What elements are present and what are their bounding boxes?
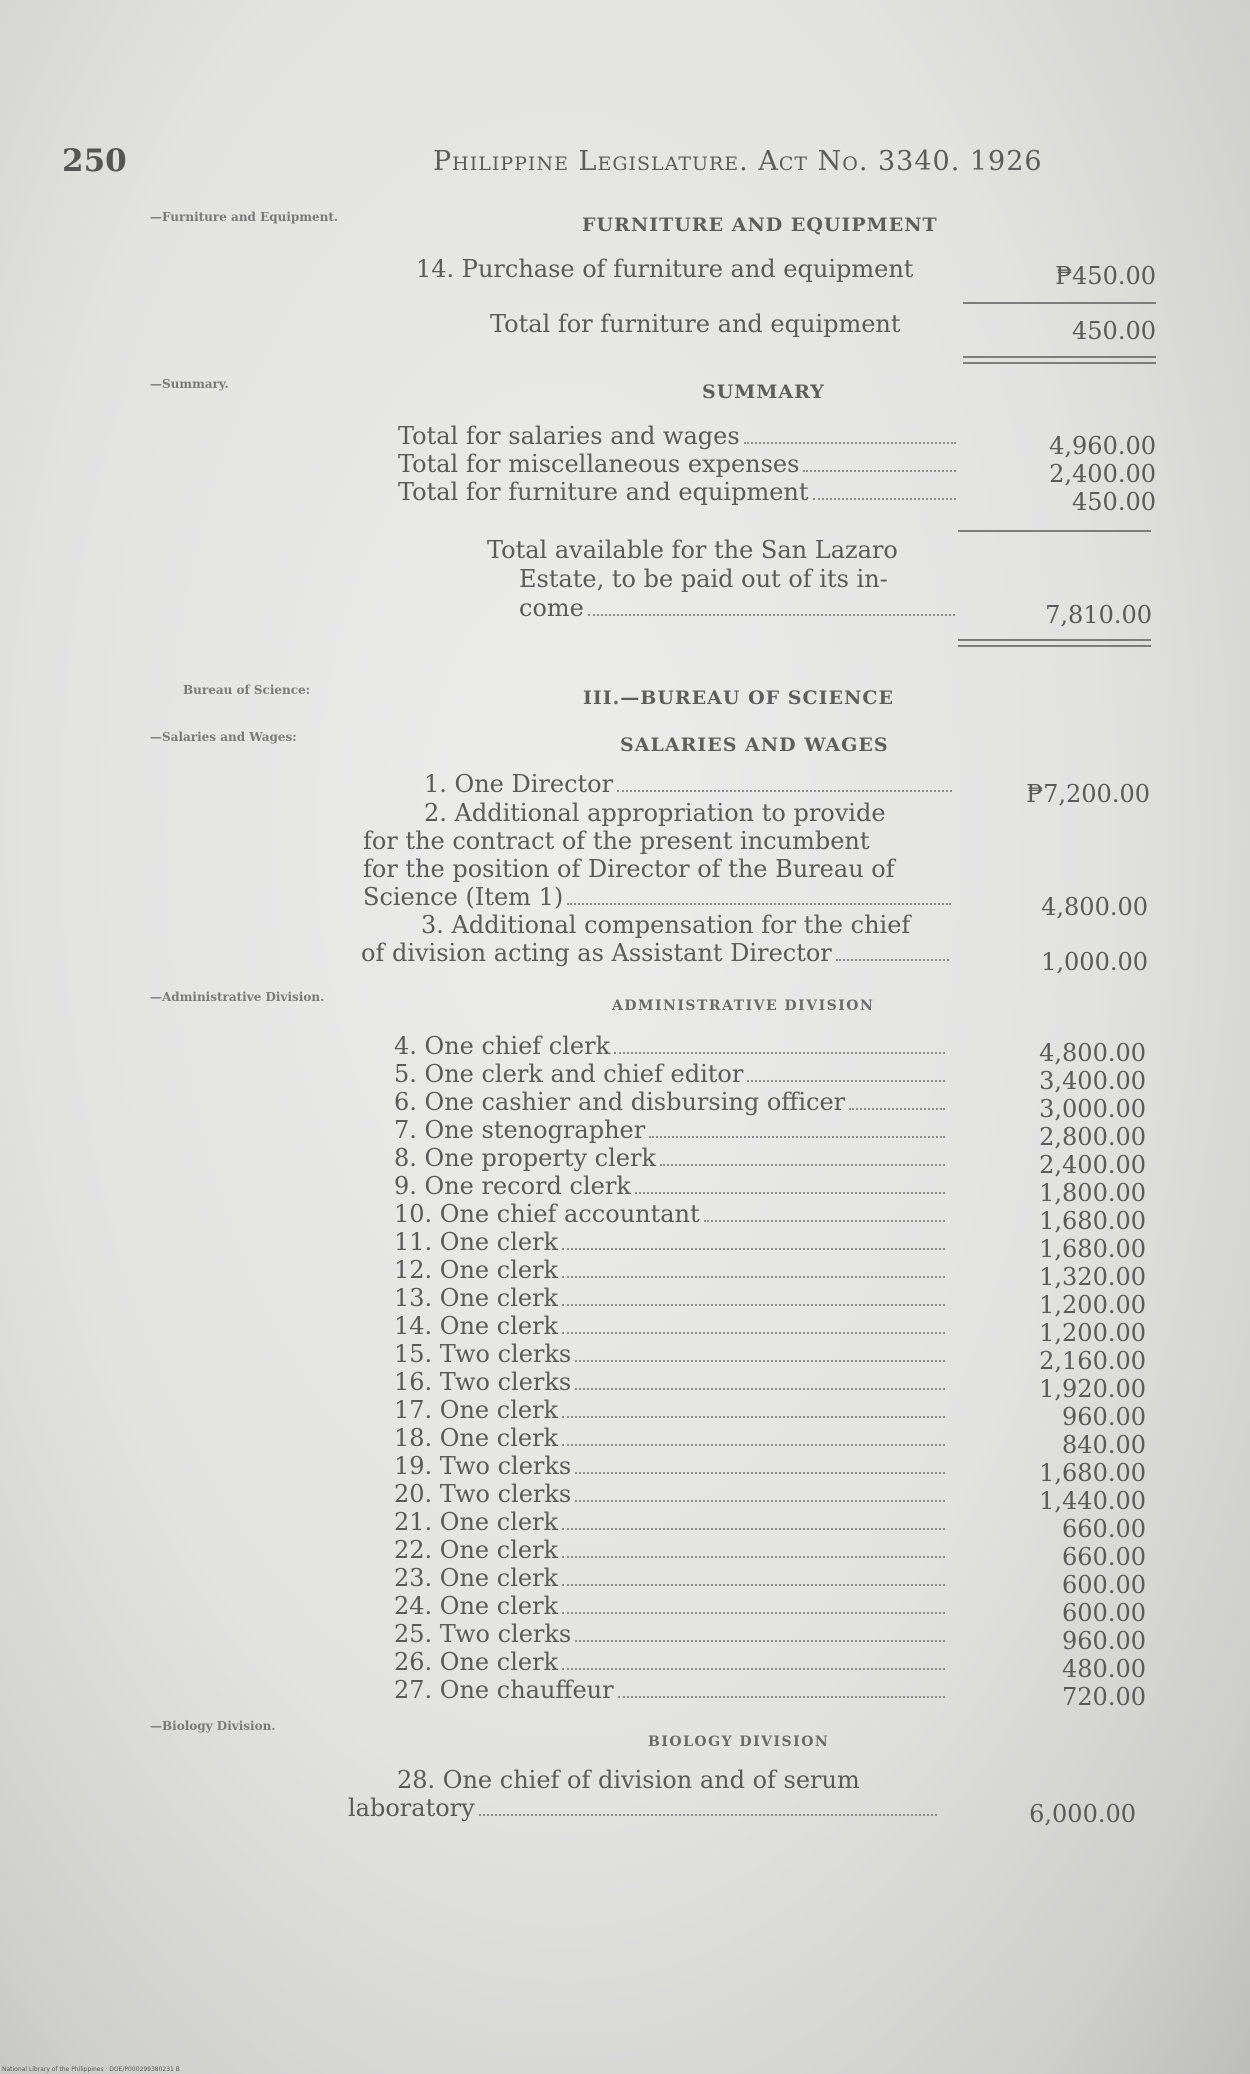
leader-dots (575, 1500, 945, 1502)
bureau-item-2-line4 (363, 883, 955, 911)
admin-item-label: 11. One clerk (394, 1228, 559, 1256)
admin-item-label: 22. One clerk (394, 1536, 559, 1564)
margin-note-salaries: —Salaries and Wages: (150, 730, 297, 744)
bureau-item-2-amount: 4,800.00 (1041, 893, 1148, 921)
leader-dots (744, 442, 956, 444)
summary-amount-misc: 2,400.00 (1049, 460, 1156, 488)
admin-item-amount: 1,680.00 (1039, 1235, 1146, 1263)
bureau-item-1-amount: ₱7,200.00 (1026, 780, 1150, 808)
admin-item-label: 25. Two clerks (394, 1620, 572, 1648)
list-item (394, 1508, 949, 1536)
bureau-item-2-line2: for the contract of the present incumbent (363, 827, 870, 855)
list-item (394, 1424, 949, 1452)
furniture-total-label: Total for furniture and equipment (490, 310, 901, 338)
leader-dots (836, 959, 949, 961)
admin-item-amount: 1,200.00 (1039, 1291, 1146, 1319)
admin-item-amount: 3,400.00 (1039, 1067, 1146, 1095)
bureau-item-1 (424, 770, 956, 798)
admin-item-label: 16. Two clerks (394, 1368, 572, 1396)
list-item (394, 1536, 949, 1564)
admin-heading: ADMINISTRATIVE DIVISION (612, 998, 875, 1014)
admin-item-label: 6. One cashier and disbursing officer (394, 1088, 846, 1116)
grand-total-row (519, 594, 959, 622)
list-item (394, 1172, 949, 1200)
leader-dots (562, 1248, 945, 1250)
list-item (394, 1648, 949, 1676)
admin-item-label: 26. One clerk (394, 1648, 559, 1676)
admin-item-label: 24. One clerk (394, 1592, 559, 1620)
admin-item-label: 20. Two clerks (394, 1480, 572, 1508)
admin-item-label: 8. One property clerk (394, 1144, 656, 1172)
list-item (394, 1480, 949, 1508)
admin-item-amount: 1,920.00 (1039, 1375, 1146, 1403)
leader-dots (562, 1668, 945, 1670)
furniture-item-14-amount: ₱450.00 (1055, 262, 1156, 290)
leader-dots (562, 1304, 945, 1306)
admin-item-amount: 2,800.00 (1039, 1123, 1146, 1151)
biology-heading: BIOLOGY DIVISION (648, 1734, 830, 1750)
leader-dots (649, 1136, 945, 1138)
admin-item-amount: 720.00 (1062, 1683, 1146, 1711)
margin-note-bureau: Bureau of Science: (183, 683, 311, 697)
admin-item-label: 21. One clerk (394, 1508, 559, 1536)
biology-item-28-label: laboratory (348, 1794, 475, 1822)
margin-note-furniture: —Furniture and Equipment. (150, 210, 339, 224)
admin-item-amount: 1,680.00 (1039, 1207, 1146, 1235)
leader-dots (567, 903, 951, 905)
admin-item-label: 27. One chauffeur (394, 1676, 614, 1704)
leader-dots (575, 1388, 945, 1390)
admin-item-amount: 2,160.00 (1039, 1347, 1146, 1375)
furniture-item-14: 14. Purchase of furniture and equipment (416, 255, 914, 283)
leader-dots (813, 498, 956, 500)
bureau-item-1-row (424, 770, 956, 798)
biology-item-28-row (348, 1794, 941, 1822)
admin-item-label: 12. One clerk (394, 1256, 559, 1284)
list-item (394, 1200, 949, 1228)
leader-dots (562, 1444, 945, 1446)
list-item (394, 1592, 949, 1620)
leader-dots (562, 1584, 945, 1586)
double-rule-top (963, 356, 1156, 358)
admin-item-amount: 660.00 (1062, 1515, 1146, 1543)
salaries-heading: SALARIES AND WAGES (620, 734, 889, 756)
leader-dots (803, 470, 956, 472)
bureau-item-2-label: Science (Item 1) (363, 883, 564, 911)
leader-dots (614, 1052, 945, 1054)
admin-item-label: 14. One clerk (394, 1312, 559, 1340)
list-item (394, 1368, 949, 1396)
admin-items-list (394, 1032, 949, 1704)
list-item (394, 1144, 949, 1172)
admin-item-label: 7. One stenographer (394, 1116, 646, 1144)
leader-dots (617, 790, 952, 792)
leader-dots (618, 1696, 945, 1698)
list-item (394, 1564, 949, 1592)
grand-total-amount: 7,810.00 (1045, 601, 1152, 629)
admin-item-amount: 1,320.00 (1039, 1263, 1146, 1291)
grand-total-line1: Total available for the San Lazaro (487, 536, 898, 564)
admin-item-amount: 600.00 (1062, 1571, 1146, 1599)
admin-item-amount: 1,440.00 (1039, 1487, 1146, 1515)
margin-note-summary: —Summary. (150, 377, 229, 391)
leader-dots (635, 1192, 945, 1194)
admin-item-label: 13. One clerk (394, 1284, 559, 1312)
admin-amounts-column (966, 1039, 1146, 1711)
admin-item-label: 19. Two clerks (394, 1452, 572, 1480)
list-item (394, 1060, 949, 1088)
list-item (394, 1228, 949, 1256)
admin-item-amount: 660.00 (1062, 1543, 1146, 1571)
grand-total-label: come (519, 594, 584, 622)
bureau-heading: III.—BUREAU OF SCIENCE (583, 687, 894, 709)
admin-item-label: 9. One record clerk (394, 1172, 631, 1200)
admin-item-amount: 2,400.00 (1039, 1151, 1146, 1179)
grand-total-line3 (519, 594, 959, 622)
leader-dots (562, 1276, 945, 1278)
leader-dots (660, 1164, 945, 1166)
bureau-item-1-label: 1. One Director (424, 770, 614, 798)
bureau-item-2-row (363, 883, 955, 911)
leader-dots (747, 1080, 945, 1082)
rule (963, 302, 1156, 304)
margin-note-admin: —Administrative Division. (150, 990, 325, 1004)
furniture-total-amount: 450.00 (1072, 317, 1156, 345)
margin-note-biology: —Biology Division. (150, 1719, 276, 1733)
leader-dots (562, 1612, 945, 1614)
leader-dots (575, 1360, 945, 1362)
admin-item-amount: 1,200.00 (1039, 1319, 1146, 1347)
summary-row-salaries (398, 422, 960, 450)
running-head: Philippine Legislature. Act No. 3340. 1926 (433, 146, 1043, 177)
bureau-item-2-line3: for the position of Director of the Bureau of (363, 855, 895, 883)
bureau-item-3-amount: 1,000.00 (1041, 948, 1148, 976)
biology-item-28-line1: 28. One chief of division and of serum (397, 1766, 860, 1794)
bureau-item-3-line1: 3. Additional compensation for the chief (421, 911, 911, 939)
biology-item-28-amount: 6,000.00 (1029, 1800, 1136, 1828)
admin-item-amount: 480.00 (1062, 1655, 1146, 1683)
leader-dots (704, 1220, 945, 1222)
summary-amount-furniture: 450.00 (1072, 488, 1156, 516)
summary-row-label: Total for miscellaneous expenses (398, 450, 800, 478)
footer-tag: National Library of the Philippines · DOE/P000299380231 B (2, 2066, 180, 2073)
summary-row-furniture (398, 478, 960, 506)
list-item (394, 1396, 949, 1424)
page-number: 250 (62, 143, 127, 179)
list-item (394, 1452, 949, 1480)
list-item (394, 1312, 949, 1340)
admin-item-amount: 4,800.00 (1039, 1039, 1146, 1067)
admin-item-label: 15. Two clerks (394, 1340, 572, 1368)
list-item (394, 1620, 949, 1648)
list-item (394, 1340, 949, 1368)
leader-dots (479, 1814, 937, 1816)
leader-dots (562, 1556, 945, 1558)
bureau-item-3-label: of division acting as Assistant Director (361, 939, 832, 967)
leader-dots (562, 1416, 945, 1418)
list-item (394, 1088, 949, 1116)
admin-item-label: 18. One clerk (394, 1424, 559, 1452)
leader-dots (575, 1472, 945, 1474)
admin-item-amount: 960.00 (1062, 1403, 1146, 1431)
bureau-item-3-line2 (361, 939, 953, 967)
list-item (394, 1676, 949, 1704)
summary-rows (398, 422, 960, 506)
admin-item-label: 17. One clerk (394, 1396, 559, 1424)
leader-dots (562, 1332, 945, 1334)
leader-dots (588, 614, 955, 616)
summary-row-label: Total for furniture and equipment (398, 478, 809, 506)
leader-dots (562, 1528, 945, 1530)
admin-item-amount: 1,800.00 (1039, 1179, 1146, 1207)
admin-item-label: 4. One chief clerk (394, 1032, 611, 1060)
summary-amount-salaries: 4,960.00 (1049, 432, 1156, 460)
summary-row-misc (398, 450, 960, 478)
admin-item-amount: 3,000.00 (1039, 1095, 1146, 1123)
admin-item-label: 23. One clerk (394, 1564, 559, 1592)
leader-dots (849, 1108, 945, 1110)
summary-row-label: Total for salaries and wages (398, 422, 740, 450)
bureau-item-2-line1: 2. Additional appropriation to provide (424, 799, 886, 827)
double-rule-bottom (963, 362, 1156, 364)
admin-item-label: 10. One chief accountant (394, 1200, 700, 1228)
bureau-item-3-row (361, 939, 953, 967)
admin-item-amount: 840.00 (1062, 1431, 1146, 1459)
double-rule-bottom (958, 645, 1151, 647)
list-item (394, 1116, 949, 1144)
double-rule-top (958, 639, 1151, 641)
furniture-heading: FURNITURE AND EQUIPMENT (582, 214, 938, 236)
list-item (394, 1256, 949, 1284)
grand-total-line2: Estate, to be paid out of its in- (519, 565, 888, 593)
admin-item-amount: 600.00 (1062, 1599, 1146, 1627)
summary-heading: SUMMARY (702, 381, 825, 403)
list-item (394, 1032, 949, 1060)
biology-item-28-line2 (348, 1794, 941, 1822)
rule (958, 530, 1151, 532)
admin-item-label: 5. One clerk and chief editor (394, 1060, 744, 1088)
leader-dots (575, 1640, 945, 1642)
admin-item-amount: 1,680.00 (1039, 1459, 1146, 1487)
admin-item-amount: 960.00 (1062, 1627, 1146, 1655)
list-item (394, 1284, 949, 1312)
